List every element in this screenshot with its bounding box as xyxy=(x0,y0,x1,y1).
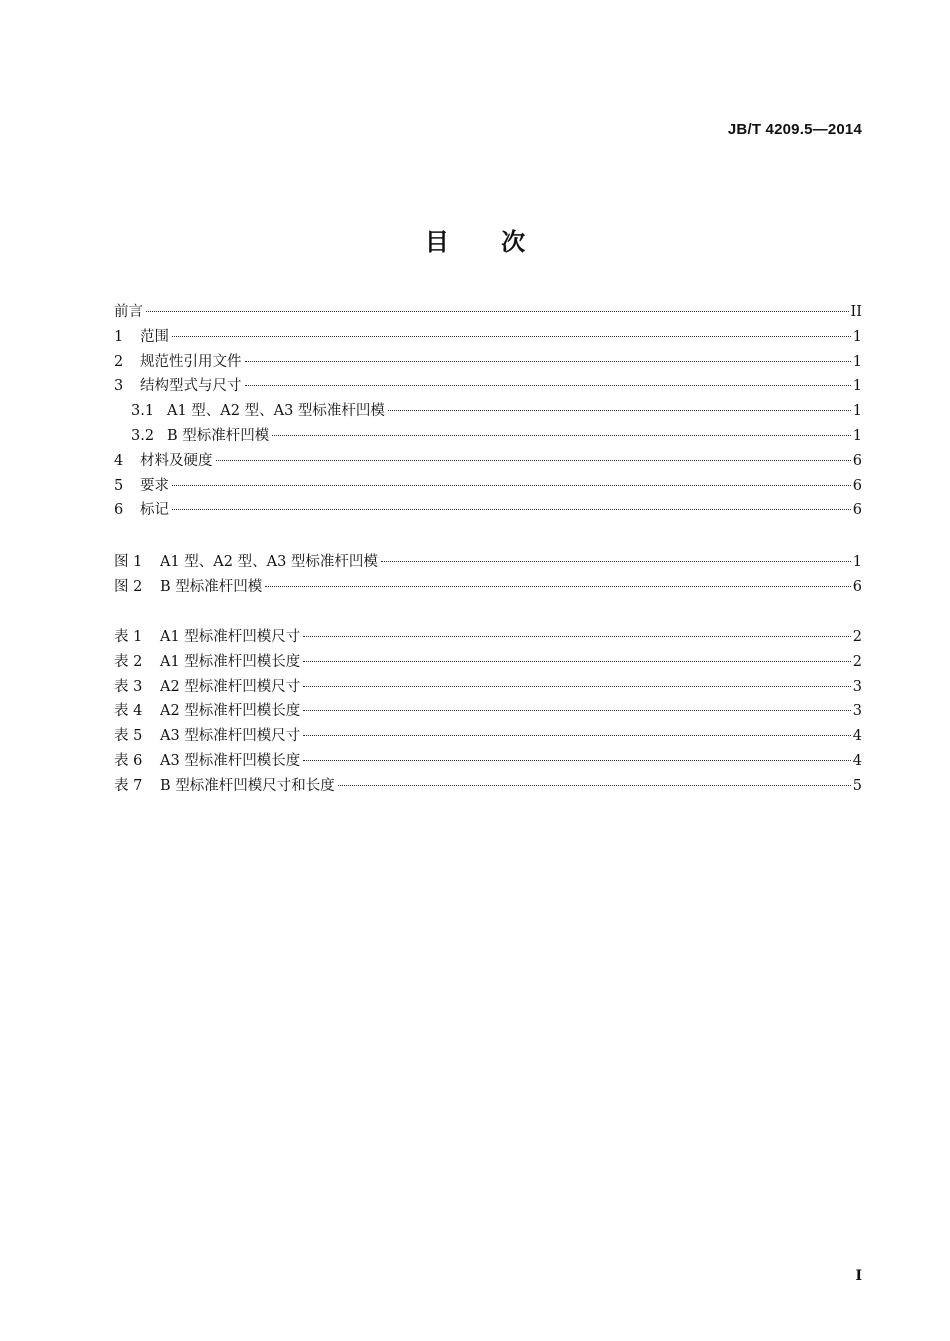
dot-leader xyxy=(245,361,851,362)
toc-entry-number: 表 4 xyxy=(114,703,143,720)
toc-entry-label: 材料及硬度 xyxy=(140,452,213,469)
toc-entry-page: 6 xyxy=(852,502,862,519)
toc-entry-page: 1 xyxy=(852,328,862,345)
toc-entry-label: A3 型标准杆凹模长度 xyxy=(160,752,301,769)
toc-entry-number: 表 5 xyxy=(114,728,143,745)
toc-entry-number: 表 3 xyxy=(114,678,143,695)
toc-entry-page: II xyxy=(850,304,862,320)
toc-entry-page: 5 xyxy=(852,777,862,794)
toc-tables xyxy=(114,625,862,799)
toc-entry-page: 2 xyxy=(852,653,862,670)
dot-leader xyxy=(303,710,850,711)
toc-entry-requirements[interactable] xyxy=(114,474,862,499)
toc-entry-label: 结构型式与尺寸 xyxy=(140,378,242,395)
page-title: 目 次 xyxy=(424,228,526,256)
toc-entry-page: 3 xyxy=(852,678,862,695)
toc-entry-figure-2[interactable] xyxy=(114,575,862,600)
toc-entry-page: 1 xyxy=(852,353,862,370)
toc-entry-page: 4 xyxy=(852,752,862,769)
toc-entry-number: 表 7 xyxy=(114,777,143,794)
toc-entry-number: 表 6 xyxy=(114,752,143,769)
dot-leader xyxy=(338,785,851,786)
dot-leader xyxy=(303,686,850,687)
toc-entry-page: 4 xyxy=(852,728,862,745)
toc-entry-table-7[interactable] xyxy=(114,774,862,799)
toc-entry-number: 图 2 xyxy=(114,578,143,595)
toc-entry-label: A1 型、A2 型、A3 型标准杆凹模 xyxy=(160,554,378,570)
toc-entry-structure[interactable] xyxy=(114,374,862,399)
toc-entry-label: 规范性引用文件 xyxy=(140,353,242,370)
dot-leader xyxy=(172,336,851,337)
toc-entry-normative-references[interactable] xyxy=(114,350,862,375)
standard-code: JB/T 4209.5—2014 xyxy=(727,121,862,138)
toc-entry-table-1[interactable] xyxy=(114,625,862,650)
toc-entry-foreword[interactable] xyxy=(114,300,862,325)
toc-entry-page: 2 xyxy=(852,629,862,645)
dot-leader xyxy=(303,636,850,637)
toc-entry-table-6[interactable] xyxy=(114,749,862,774)
toc-entry-label: A2 型标准杆凹模长度 xyxy=(160,703,301,720)
toc-entry-page: 6 xyxy=(852,578,862,595)
toc-entry-label: 标记 xyxy=(140,502,169,519)
toc-entry-label: B 型标准杆凹模尺寸和长度 xyxy=(160,777,335,794)
toc-entry-materials[interactable] xyxy=(114,449,862,474)
dot-leader xyxy=(146,311,849,312)
toc-entry-number: 表 1 xyxy=(114,629,143,645)
toc-sections xyxy=(114,300,862,523)
toc-entry-label: 要求 xyxy=(140,477,169,494)
dot-leader xyxy=(172,509,851,510)
dot-leader xyxy=(272,435,851,436)
toc-entry-number: 5 xyxy=(114,477,124,494)
toc-entry-table-5[interactable] xyxy=(114,724,862,749)
toc-entry-label: A1 型标准杆凹模长度 xyxy=(160,653,301,670)
toc-entry-label: 前言 xyxy=(114,304,143,320)
toc-entry-label: B 型标准杆凹模 xyxy=(160,578,263,595)
toc-entry-page: 3 xyxy=(852,703,862,720)
toc-entry-marking[interactable] xyxy=(114,498,862,523)
toc-entry-scope[interactable] xyxy=(114,325,862,350)
toc-entry-page: 1 xyxy=(852,378,862,395)
dot-leader xyxy=(381,561,851,562)
toc-entry-number: 3 xyxy=(114,378,124,395)
toc-entry-3-1[interactable] xyxy=(114,399,862,424)
toc-entry-figure-1[interactable] xyxy=(114,550,862,575)
toc-entry-number: 3.2 xyxy=(131,427,155,444)
toc-entry-label: A2 型标准杆凹模尺寸 xyxy=(160,678,301,695)
dot-leader xyxy=(388,410,851,411)
dot-leader xyxy=(303,661,850,662)
toc-entry-label: A1 型标准杆凹模尺寸 xyxy=(160,629,301,645)
toc-entry-number: 2 xyxy=(114,353,124,370)
dot-leader xyxy=(245,385,851,386)
dot-leader xyxy=(303,735,850,736)
toc-entry-label: A3 型标准杆凹模尺寸 xyxy=(160,728,301,745)
toc-entry-label: B 型标准杆凹模 xyxy=(167,427,270,444)
toc-entry-number: 3.1 xyxy=(131,403,155,420)
toc-entry-page: 1 xyxy=(852,403,862,420)
toc-entry-number: 4 xyxy=(114,452,124,469)
toc-entry-table-4[interactable] xyxy=(114,699,862,724)
toc-entry-number: 1 xyxy=(114,328,124,345)
dot-leader xyxy=(265,586,851,587)
toc-entry-label: 范围 xyxy=(140,328,169,345)
toc-entry-number: 6 xyxy=(114,502,124,519)
toc-entry-page: 6 xyxy=(852,452,862,469)
toc-entry-page: 1 xyxy=(852,427,862,444)
toc-entry-page: 1 xyxy=(852,554,862,570)
toc-entry-table-2[interactable] xyxy=(114,650,862,675)
dot-leader xyxy=(172,485,851,486)
toc-entry-number: 图 1 xyxy=(114,554,143,570)
toc-entry-number: 表 2 xyxy=(114,653,143,670)
page-number: I xyxy=(855,1268,862,1284)
toc-entry-3-2[interactable] xyxy=(114,424,862,449)
dot-leader xyxy=(216,460,851,461)
toc-entry-label: A1 型、A2 型、A3 型标准杆凹模 xyxy=(167,403,385,420)
toc-figures xyxy=(114,550,862,600)
dot-leader xyxy=(303,760,850,761)
toc-entry-page: 6 xyxy=(852,477,862,494)
toc-entry-table-3[interactable] xyxy=(114,675,862,700)
